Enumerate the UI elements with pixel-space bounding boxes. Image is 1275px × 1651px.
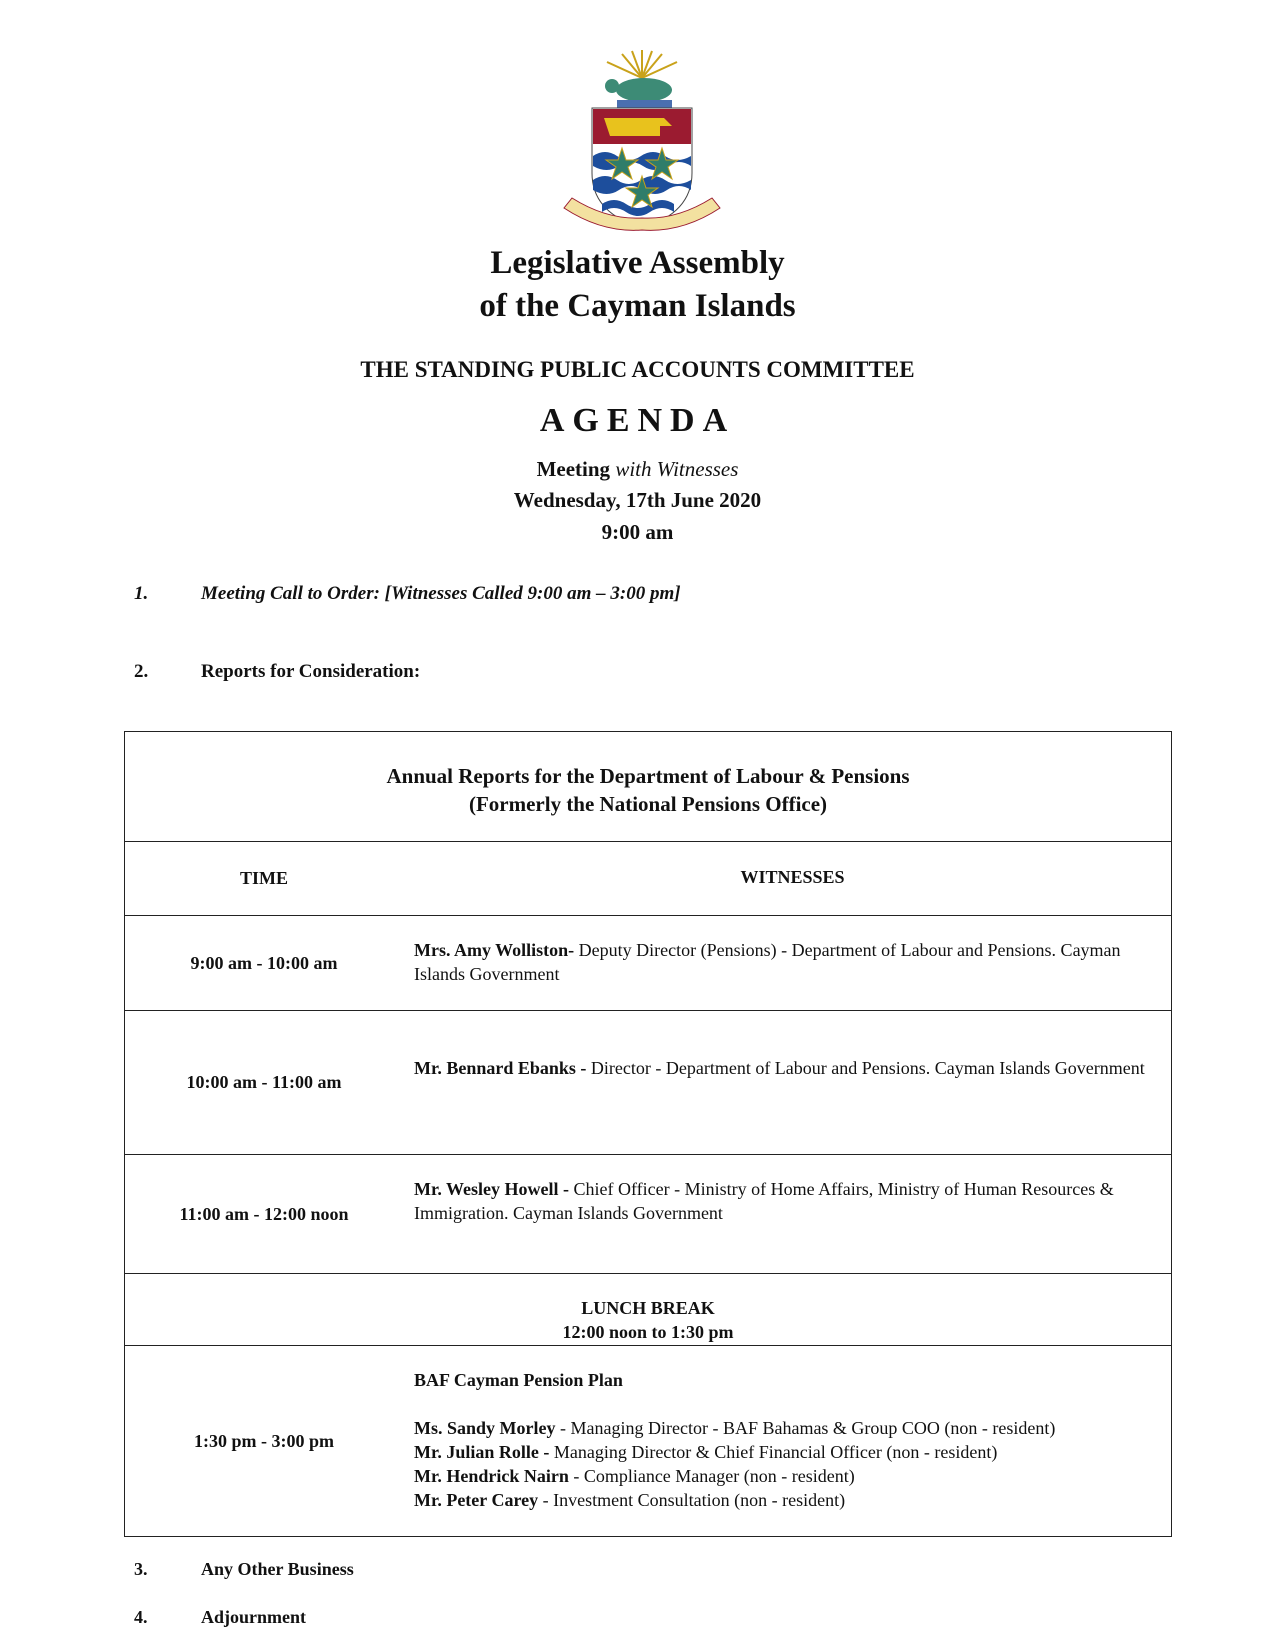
agenda-heading: AGENDA (539, 402, 736, 439)
witness-name: Ms. Sandy Morley (414, 1418, 556, 1438)
item-label-4: Adjournment (201, 1607, 307, 1627)
table-row (125, 916, 1171, 1011)
table-title-row (125, 732, 1171, 842)
witness-name: Mr. Peter Carey (414, 1490, 539, 1510)
witness-role: - Compliance Manager (non - resident) (568, 1466, 855, 1486)
witness-role: Managing Director & Chief Financial Officer (non - resident) (549, 1442, 998, 1462)
table-row (125, 1346, 1171, 1536)
header-witnesses: WITNESSES (740, 867, 845, 887)
meeting-with-label: with Witnesses (615, 457, 739, 481)
row-witness (414, 938, 1161, 986)
meeting-date: Wednesday, 17th June 2020 (513, 488, 762, 512)
meeting-time: 9:00 am (601, 520, 674, 544)
witness-name: Mr. Julian Rolle - (414, 1442, 550, 1462)
witness-name: Mr. Hendrick Nairn (414, 1466, 569, 1486)
witness-name: Mrs. Amy Wolliston- (414, 940, 575, 960)
lunch-break-label: LUNCH BREAK (581, 1298, 715, 1318)
row-time: 1:30 pm - 3:00 pm (194, 1430, 334, 1451)
witness-role: - Managing Director - BAF Bahamas & Group COO (non - resident) (555, 1418, 1056, 1438)
table-row (125, 1155, 1171, 1274)
title-line-2: of the Cayman Islands (479, 288, 796, 324)
lunch-break-time: 12:00 noon to 1:30 pm (562, 1322, 734, 1342)
header-time: TIME (239, 868, 288, 888)
meeting-label: Meeting (536, 457, 611, 481)
witness-entry (414, 1488, 1161, 1512)
witness-role: - Investment Consultation (non - resident) (538, 1490, 846, 1510)
witness-entry (414, 1464, 1161, 1488)
table-title-line-1: Annual Reports for the Department of Labour & Pensions (386, 764, 910, 788)
row-time: 11:00 am - 12:00 noon (179, 1203, 349, 1224)
item-number-3: 3. (134, 1559, 148, 1579)
witness-entry (414, 1440, 1161, 1464)
witness-role: Chief Officer - Ministry of Home Affairs, Ministry of Human Resources & Immigration. Cayman Islands Government (414, 1179, 1114, 1223)
title-line-1: Legislative Assembly (490, 245, 785, 281)
cayman-coat-of-arms-logo (562, 48, 722, 233)
lunch-break-row (125, 1274, 1171, 1346)
row-time: 9:00 am - 10:00 am (190, 952, 338, 973)
table-header-row (125, 842, 1171, 916)
item-number-2: 2. (134, 661, 149, 682)
witness-schedule-table (124, 731, 1172, 1537)
item-label-2: Reports for Consideration: (201, 661, 421, 682)
witness-role: Director - Department of Labour and Pensions. Cayman Islands Government (586, 1058, 1145, 1078)
meeting-type (0, 457, 1275, 482)
item-number-1: 1. (134, 583, 149, 604)
row-witness (414, 1177, 1161, 1225)
table-title-line-2: (Formerly the National Pensions Office) (468, 792, 828, 816)
committee-name: THE STANDING PUBLIC ACCOUNTS COMMITTEE (360, 357, 915, 382)
row-witness (414, 1056, 1161, 1080)
organisation-heading: BAF Cayman Pension Plan (414, 1370, 623, 1390)
witness-name: Mr. Wesley Howell - (414, 1179, 569, 1199)
witness-role: Deputy Director (Pensions) - Department of Labour and Pensions. Cayman Islands Government (414, 940, 1121, 984)
item-number-4: 4. (134, 1607, 148, 1627)
row-time: 10:00 am - 11:00 am (186, 1072, 342, 1092)
row-witness (414, 1368, 1161, 1512)
item-label-1: Meeting Call to Order: [Witnesses Called 9:00 am – 3:00 pm] (201, 583, 681, 604)
table-row (125, 1011, 1171, 1155)
item-label-3: Any Other Business (201, 1559, 354, 1579)
witness-entry (414, 1416, 1161, 1440)
witness-name: Mr. Bennard Ebanks - (414, 1058, 587, 1078)
